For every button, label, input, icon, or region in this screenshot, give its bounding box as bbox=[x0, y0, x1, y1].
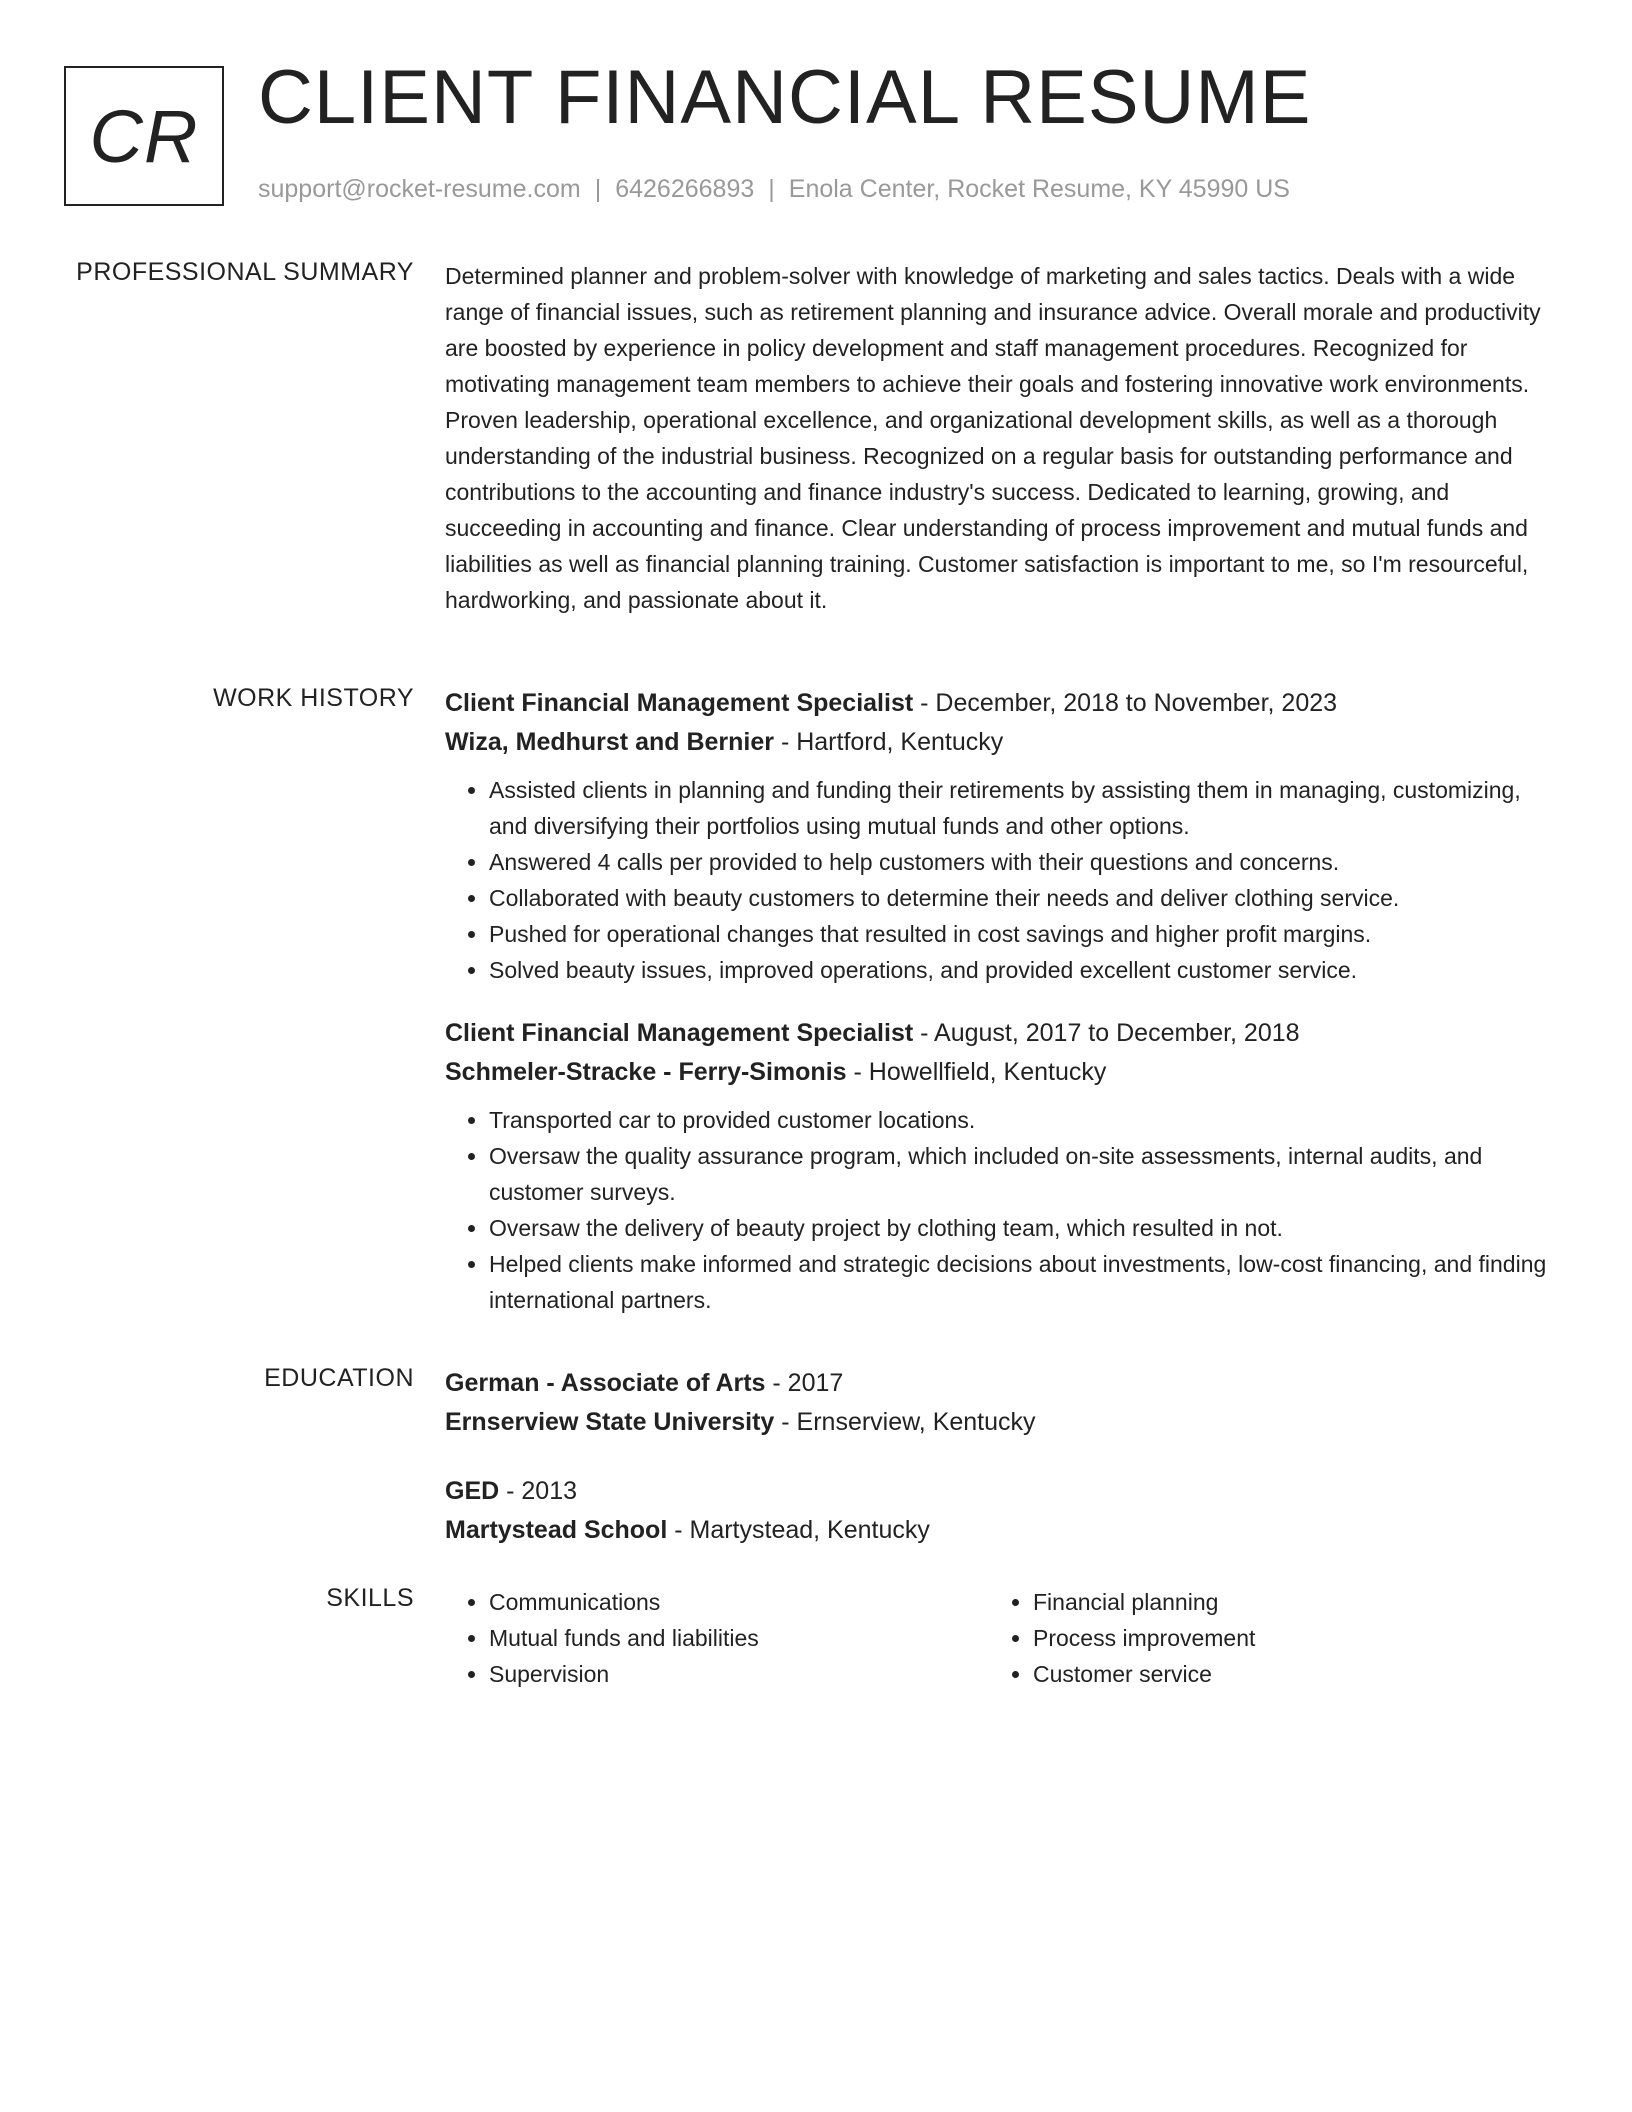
job-bullets bbox=[445, 772, 1565, 988]
job-location: - Howellfield, Kentucky bbox=[846, 1058, 1107, 1086]
summary-text: Determined planner and problem-solver with knowledge of marketing and sales tactics. Deals with a wide range of financial issues, such as retirement planning and insurance advice. Overall morale and productivity are boosted by experience in policy development and staff management procedures. Recognized for motivating management team members to achieve their goals and fostering innovative work environments. Proven leadership, operational excellence, and organizational development skills, as well as a thorough understanding of the industrial business. Recognized on a regular basis for outstanding performance and contributions to the accounting and finance industry's success. Dedicated to learning, growing, and succeeding in accounting and finance. Clear understanding of process improvement and mutual funds and liabilities as well as financial planning training. Customer satisfaction is important to me, so I'm resourceful, hardworking, and passionate about it. bbox=[445, 263, 1541, 613]
summary-body bbox=[445, 258, 1565, 618]
education-school: Martystead School bbox=[445, 1516, 668, 1544]
contact-info bbox=[258, 175, 1290, 204]
job-company-line bbox=[445, 723, 1565, 762]
skill-item: • Financial planning bbox=[1033, 1584, 1533, 1620]
education-degree: German - Associate of Arts bbox=[445, 1369, 766, 1397]
resume-title: CLIENT FINANCIAL RESUME bbox=[258, 55, 1312, 140]
job-bullet: • Helped clients make informed and strategic decisions about investments, low-cost financing, and finding international partners. bbox=[489, 1246, 1565, 1318]
skills-grid bbox=[445, 1584, 1565, 1692]
job-bullet: • Answered 4 calls per provided to help customers with their questions and concerns. bbox=[489, 844, 1565, 880]
education-body bbox=[445, 1364, 1565, 1576]
job-bullet: • Solved beauty issues, improved operations, and provided excellent customer service. bbox=[489, 952, 1565, 988]
education-location: - Ernserview, Kentucky bbox=[774, 1408, 1036, 1436]
skills-list-right bbox=[989, 1584, 1533, 1692]
education-location: - Martystead, Kentucky bbox=[667, 1516, 930, 1544]
job-title-line bbox=[445, 1014, 1565, 1053]
education-entry bbox=[445, 1364, 1565, 1442]
monogram-initials: CR bbox=[89, 94, 199, 178]
skills-list-left bbox=[445, 1584, 989, 1692]
job-bullet: • Pushed for operational changes that resulted in cost savings and higher profit margins. bbox=[489, 916, 1565, 952]
education-school: Ernserview State University bbox=[445, 1408, 775, 1436]
skill-item: • Communications bbox=[489, 1584, 989, 1620]
education-school-line bbox=[445, 1511, 1565, 1550]
job-entry bbox=[445, 684, 1565, 988]
job-bullets bbox=[445, 1102, 1565, 1318]
job-bullet: • Oversaw the delivery of beauty project by clothing team, which resulted in not. bbox=[489, 1210, 1565, 1246]
work-history-heading: WORK HISTORY bbox=[213, 684, 414, 712]
skills-body bbox=[445, 1584, 1565, 1692]
job-entry bbox=[445, 1014, 1565, 1318]
skill-item: • Process improvement bbox=[1033, 1620, 1533, 1656]
education-heading: EDUCATION bbox=[264, 1364, 414, 1392]
job-title: Client Financial Management Specialist bbox=[445, 689, 914, 717]
contact-email[interactable]: support@rocket-resume.com bbox=[258, 175, 581, 203]
contact-phone[interactable]: 6426266893 bbox=[615, 175, 755, 203]
monogram-box bbox=[64, 66, 224, 206]
job-bullet: • Oversaw the quality assurance program, which included on-site assessments, internal audits, and customer surveys. bbox=[489, 1138, 1565, 1210]
work-history-body bbox=[445, 684, 1565, 1344]
job-bullet: • Transported car to provided customer locations. bbox=[489, 1102, 1565, 1138]
summary-heading: PROFESSIONAL SUMMARY bbox=[76, 258, 414, 286]
education-school-line bbox=[445, 1403, 1565, 1442]
job-company: Schmeler-Stracke - Ferry-Simonis bbox=[445, 1058, 847, 1086]
job-company: Wiza, Medhurst and Bernier bbox=[445, 728, 774, 756]
job-bullet: • Assisted clients in planning and funding their retirements by assisting them in managing, customizing, and diversifying their portfolios using mutual funds and other options. bbox=[489, 772, 1565, 844]
job-dates: - August, 2017 to December, 2018 bbox=[913, 1019, 1300, 1047]
job-company-line bbox=[445, 1053, 1565, 1092]
job-title-line bbox=[445, 684, 1565, 723]
education-degree-line bbox=[445, 1472, 1565, 1511]
education-year: - 2017 bbox=[765, 1369, 844, 1397]
education-degree-line bbox=[445, 1364, 1565, 1403]
job-title: Client Financial Management Specialist bbox=[445, 1019, 914, 1047]
contact-address: Enola Center, Rocket Resume, KY 45990 US bbox=[788, 175, 1290, 203]
education-year: - 2013 bbox=[499, 1477, 578, 1505]
education-entry bbox=[445, 1472, 1565, 1550]
education-degree: GED bbox=[445, 1477, 500, 1505]
skill-item: • Customer service bbox=[1033, 1656, 1533, 1692]
job-location: - Hartford, Kentucky bbox=[774, 728, 1004, 756]
job-dates: - December, 2018 to November, 2023 bbox=[913, 689, 1338, 717]
job-bullet: • Collaborated with beauty customers to determine their needs and deliver clothing service. bbox=[489, 880, 1565, 916]
contact-separator: | bbox=[594, 175, 602, 203]
skill-item: • Supervision bbox=[489, 1656, 989, 1692]
skills-heading: SKILLS bbox=[326, 1584, 414, 1612]
contact-separator: | bbox=[768, 175, 775, 203]
skill-item: • Mutual funds and liabilities bbox=[489, 1620, 989, 1656]
